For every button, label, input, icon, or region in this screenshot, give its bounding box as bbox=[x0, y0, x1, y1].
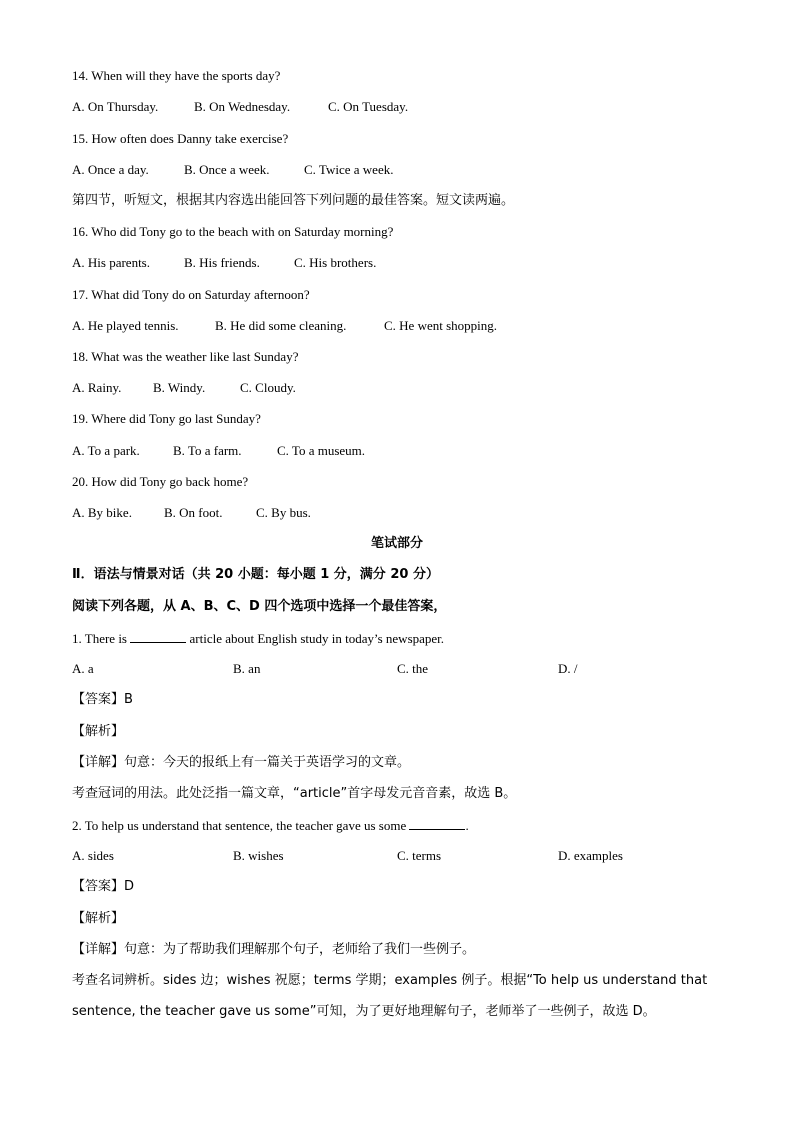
question-17: 17. What did Tony do on Saturday afternoon? bbox=[72, 287, 310, 302]
grammar-option-2-c: C. terms bbox=[397, 848, 442, 863]
option-20-c: C. By bus. bbox=[256, 505, 311, 520]
option-16-a: A. His parents. bbox=[72, 255, 150, 270]
option-18-c: C. Cloudy. bbox=[240, 380, 296, 395]
options-16 bbox=[72, 255, 376, 271]
grammar-question-2 bbox=[72, 817, 469, 834]
grammar-option-1-a: A. a bbox=[72, 661, 94, 676]
detail-2: 【详解】句意：为了帮助我们理解那个句子，老师给了我们一些例子。 bbox=[72, 942, 476, 957]
option-14-a: A. On Thursday. bbox=[72, 99, 159, 114]
option-19-b: B. To a farm. bbox=[173, 443, 242, 458]
explain-1: 考查冠词的用法。此处泛指一篇文章，“article”首字母发元音音素，故选 B。 bbox=[72, 786, 517, 801]
option-15-a: A. Once a day. bbox=[72, 162, 149, 177]
answer-1: 【答案】B bbox=[72, 692, 133, 707]
question-15: 15. How often does Danny take exercise? bbox=[72, 131, 289, 146]
grammar-question-2-pre: 2. To help us understand that sentence, the teacher gave us some bbox=[72, 818, 410, 833]
options-15 bbox=[72, 162, 393, 178]
grammar-question-1-post: article about English study in today’s newspaper. bbox=[186, 631, 445, 646]
option-16-c: C. His brothers. bbox=[294, 255, 377, 270]
option-15-b: B. Once a week. bbox=[184, 162, 270, 177]
option-17-c: C. He went shopping. bbox=[384, 318, 498, 333]
options-14 bbox=[72, 99, 408, 115]
grammar-option-2-d: D. examples bbox=[558, 848, 623, 863]
option-14-b: B. On Wednesday. bbox=[194, 99, 291, 114]
answer-2: 【答案】D bbox=[72, 879, 135, 894]
grammar-option-1-d: D. / bbox=[558, 661, 578, 676]
answer-blank bbox=[130, 630, 186, 643]
option-17-b: B. He did some cleaning. bbox=[215, 318, 347, 333]
question-16: 16. Who did Tony go to the beach with on Saturday morning? bbox=[72, 224, 394, 239]
option-17-a: A. He played tennis. bbox=[72, 318, 179, 333]
options-20 bbox=[72, 505, 311, 521]
option-18-b: B. Windy. bbox=[153, 380, 206, 395]
option-14-c: C. On Tuesday. bbox=[328, 99, 409, 114]
answer-blank bbox=[409, 817, 465, 830]
explain-2-line-1: 考查名词辨析。sides 边；wishes 祝愿；terms 学期；examples 例子。根据“To help us understand that bbox=[72, 973, 708, 988]
options-19 bbox=[72, 443, 365, 459]
grammar-option-1-c: C. the bbox=[397, 661, 429, 676]
section-2-instruction: 阅读下列各题，从 A、B、C、D 四个选项中选择一个最佳答案， bbox=[72, 599, 447, 614]
option-18-a: A. Rainy. bbox=[72, 380, 122, 395]
section-2-title: Ⅱ．语法与情景对话（共 20 小题：每小题 1 分，满分 20 分） bbox=[72, 567, 439, 582]
option-19-a: A. To a park. bbox=[72, 443, 140, 458]
option-20-b: B. On foot. bbox=[164, 505, 223, 520]
grammar-option-2-a: A. sides bbox=[72, 848, 114, 863]
question-18: 18. What was the weather like last Sunday? bbox=[72, 349, 299, 364]
grammar-question-1-pre: 1. There is bbox=[72, 631, 131, 646]
option-15-c: C. Twice a week. bbox=[304, 162, 394, 177]
explain-2-line-2: sentence, the teacher gave us some”可知，为了更好地理解句子，老师举了一些例子，故选 D。 bbox=[72, 1004, 656, 1019]
written-part-title: 笔试部分 bbox=[370, 536, 423, 551]
option-19-c: C. To a museum. bbox=[277, 443, 366, 458]
option-20-a: A. By bike. bbox=[72, 505, 132, 520]
grammar-question-2-post: . bbox=[465, 818, 469, 833]
question-14: 14. When will they have the sports day? bbox=[72, 68, 281, 83]
question-20: 20. How did Tony go back home? bbox=[72, 474, 249, 489]
section-4-instruction: 第四节，听短文，根据其内容选出能回答下列问题的最佳答案。短文读两遍。 bbox=[72, 193, 515, 208]
options-18 bbox=[72, 380, 296, 396]
analysis-2: 【解析】 bbox=[72, 911, 125, 926]
grammar-option-1-b: B. an bbox=[233, 661, 261, 676]
grammar-question-1 bbox=[72, 630, 444, 647]
analysis-1: 【解析】 bbox=[72, 724, 125, 739]
option-16-b: B. His friends. bbox=[184, 255, 260, 270]
detail-1: 【详解】句意：今天的报纸上有一篇关于英语学习的文章。 bbox=[72, 755, 411, 770]
question-19: 19. Where did Tony go last Sunday? bbox=[72, 411, 261, 426]
options-17 bbox=[72, 318, 497, 334]
grammar-option-2-b: B. wishes bbox=[233, 848, 284, 863]
